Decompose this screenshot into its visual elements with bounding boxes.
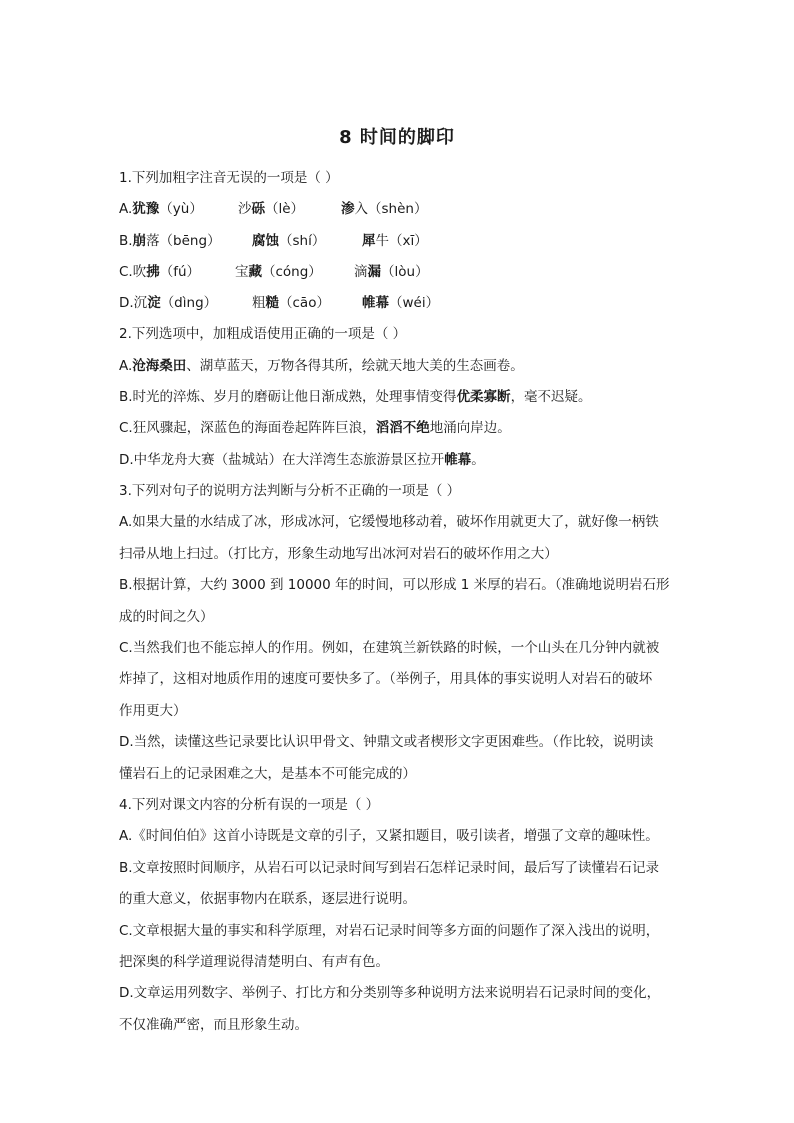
option-item: 腐蚀（shí） — [252, 232, 326, 249]
option-item: 渗入（shèn） — [341, 201, 428, 218]
question-1-option-d — [119, 288, 679, 319]
question-3-option-c-line-1: C.当然我们也不能忘掉人的作用。例如，在建筑兰新铁路的时候，一个山头在几分钟内就被 — [119, 640, 660, 657]
question-4-option-d-line-2: 不仅准确严密，而且形象生动。 — [119, 1016, 308, 1033]
question-4-stem: 4.下列对课文内容的分析有误的一项是（ ） — [119, 797, 380, 813]
option-item: 粗糙（cāo） — [252, 294, 330, 311]
question-2-option-a: A.沧海桑田、湖草蓝天，万物各得其所，绘就天地大美的生态画卷。 — [119, 357, 524, 374]
question-2-option-d: D.中华龙舟大赛（盐城站）在大洋湾生态旅游景区拉开帷幕。 — [119, 451, 485, 468]
option-item: A.犹豫（yù） — [119, 201, 203, 218]
option-item: 滴漏（lòu） — [354, 263, 429, 280]
question-1-option-c — [119, 257, 679, 288]
question-1-stem: 1.下列加粗字注音无误的一项是（ ） — [119, 170, 339, 186]
option-item: 沙砾（lè） — [238, 201, 305, 218]
page-title: 8 时间的脚印 — [339, 127, 455, 148]
question-list — [119, 163, 679, 1041]
question-3-option-a-line-1: A.如果大量的水结成了冰，形成冰河，它缓慢地移动着，破坏作用就更大了，就好像一柄铁 — [119, 514, 659, 531]
option-item: C.吹拂（fú） — [119, 263, 201, 280]
question-3-option-c-line-3: 作用更大） — [119, 702, 187, 719]
question-4-option-b-line-1: B.文章按照时间顺序，从岩石可以记录时间写到岩石怎样记录时间，最后写了读懂岩石记录 — [119, 859, 660, 876]
option-item: 宝藏（cóng） — [235, 263, 322, 280]
question-4-option-d-line-1: D.文章运用列数字、举例子、打比方和分类别等多种说明方法来说明岩石记录时间的变化， — [119, 985, 661, 1002]
question-4-option-c-line-2: 把深奥的科学道理说得清楚明白、有声有色。 — [119, 953, 389, 970]
question-2-option-c: C.狂风骤起，深蓝色的海面卷起阵阵巨浪，滔滔不绝地涌向岸边。 — [119, 420, 511, 437]
question-3-option-c-line-2: 炸掉了，这相对地质作用的速度可要快多了。（举例子，用具体的事实说明人对岩石的破坏 — [119, 671, 653, 688]
question-2-option-b: B.时光的淬炼、岁月的磨砺让他日渐成熟，处理事情变得优柔寡断，毫不迟疑。 — [119, 388, 592, 405]
question-4-option-a-line-1: A.《时间伯伯》这首小诗既是文章的引子，又紧扣题目，吸引读者，增强了文章的趣味性。 — [119, 828, 659, 845]
question-4-option-b-line-2: 的重大意义，依据事物内在联系，逐层进行说明。 — [119, 891, 416, 908]
question-2-stem: 2.下列选项中，加粗成语使用正确的一项是（ ） — [119, 326, 407, 343]
question-1-option-b — [119, 226, 679, 257]
question-3-stem: 3.下列对句子的说明方法判断与分析不正确的一项是（ ） — [119, 483, 461, 500]
question-1-option-a — [119, 194, 679, 225]
option-item: B.崩落（bēng） — [119, 232, 221, 249]
question-3-option-a-line-2: 扫帚从地上扫过。（打比方，形象生动地写出冰河对岩石的破坏作用之大） — [119, 545, 558, 562]
question-3-option-d-line-2: 懂岩石上的记录困难之大，是基本不可能完成的） — [119, 765, 416, 782]
option-item: 犀牛（xī） — [362, 232, 428, 249]
question-3-option-b-line-1: B.根据计算，大约 3000 到 10000 年的时间，可以形成 1 米厚的岩石。（准确地说明岩石形 — [119, 577, 670, 594]
question-3-option-d-line-1: D.当然，读懂这些记录要比认识甲骨文、钟鼎文或者楔形文字更困难些。（作比较，说明读 — [119, 734, 654, 751]
question-3-option-b-line-2: 成的时间之久） — [119, 608, 214, 625]
question-4-option-c-line-1: C.文章根据大量的事实和科学原理，对岩石记录时间等多方面的问题作了深入浅出的说明， — [119, 922, 660, 939]
option-item: 帷幕（wéi） — [362, 294, 440, 311]
option-item: D.沉淀（dìng） — [119, 294, 218, 311]
